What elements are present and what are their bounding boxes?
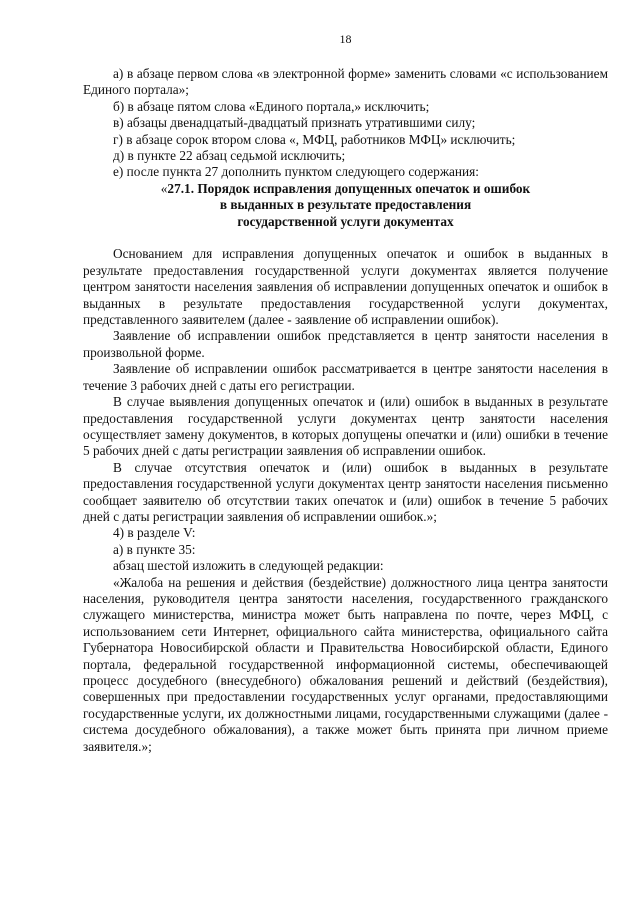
paragraph-no-errors: В случае отсутствия опечаток и (или) ошибок в выданных в результате предоставления государственной услуги документах центр занятости населения письменно сообщает заявителю об отсутствии таких опечаток и (или) ошибок в течение 5 рабочих дней с даты регистрации заявления об исправлении ошибок.»; bbox=[83, 459, 608, 524]
amendment-item-g: г) в абзаце сорок втором слова «, МФЦ, работников МФЦ» исключить; bbox=[113, 131, 516, 147]
heading-line-3: государственной услуги документах bbox=[237, 213, 454, 229]
paragraph-review-term: Заявление об исправлении ошибок рассматривается в центре занятости населения в течение 3 рабочих дней с даты его регистрации. bbox=[83, 361, 608, 393]
heading-open-quote: « bbox=[160, 180, 168, 196]
heading-line-1: 27.1. Порядок исправления допущенных опечаток и ошибок bbox=[167, 180, 531, 196]
amendment-item-a: а) в абзаце первом слова «в электронной форме» заменить словами «с использованием Единого портала»; bbox=[83, 66, 608, 98]
amendment-item-b: б) в абзаце пятом слова «Единого портала,» исключить; bbox=[113, 98, 430, 114]
amendment-item-4a: а) в пункте 35: bbox=[113, 541, 196, 557]
heading-line-2: в выданных в результате предоставления bbox=[219, 197, 472, 213]
page-number: 18 bbox=[339, 32, 352, 46]
paragraph-grounds: Основанием для исправления допущенных опечаток и ошибок в выданных в результате предоставления государственной услуги документах является получение центром занятости населения заявления об исправлении допущенных опечаток и ошибок в выданных в результате предоставления государственной услуги документах, представленного заявителем (далее - заявление об исправлении ошибок). bbox=[83, 246, 608, 328]
paragraph-replacement: В случае выявления допущенных опечаток и (или) ошибок в выданных в результате предоставления государственной услуги документах центр занятости населения осуществляет замену документов, в которых допущены опечатки и (или) ошибки в течение 5 рабочих дней с даты регистрации заявления об исправлении ошибок. bbox=[83, 394, 608, 459]
amendment-item-paragraph-six: абзац шестой изложить в следующей редакции: bbox=[113, 558, 384, 574]
document-body bbox=[83, 66, 608, 755]
paragraph-submission: Заявление об исправлении ошибок представляется в центр занятости населения в произвольной форме. bbox=[83, 328, 608, 360]
amendment-item-4: 4) в разделе V: bbox=[113, 525, 196, 541]
heading-spacer bbox=[83, 230, 608, 246]
amendment-item-v: в) абзацы двенадцатый-двадцатый признать утратившими силу; bbox=[113, 115, 476, 131]
amendment-item-d: д) в пункте 22 абзац седьмой исключить; bbox=[113, 148, 346, 164]
section-heading bbox=[83, 181, 608, 230]
amendment-item-e: е) после пункта 27 дополнить пунктом следующего содержания: bbox=[113, 164, 479, 180]
paragraph-complaint: «Жалоба на решения и действия (бездействие) должностного лица центра занятости населения, руководителя центра занятости населения, государственного гражданского служащего министерства, министра может быть направлена по почте, через МФЦ, с использованием сети Интернет, официального сайта министерства, официального сайта Губернатора Новосибирской области и Правительства Новосибирской области, Единого портала, федеральной государственной информационной системы, обеспечивающей процесс досудебного (внесудебного) обжалования решений и действий (бездействия), совершенных при предоставлении государственных услуг органами, предоставляющими государственные услуги, их должностными лицами, государственными служащими (далее - система досудебного обжалования), а также может быть принята при личном приеме заявителя.»; bbox=[83, 574, 608, 754]
